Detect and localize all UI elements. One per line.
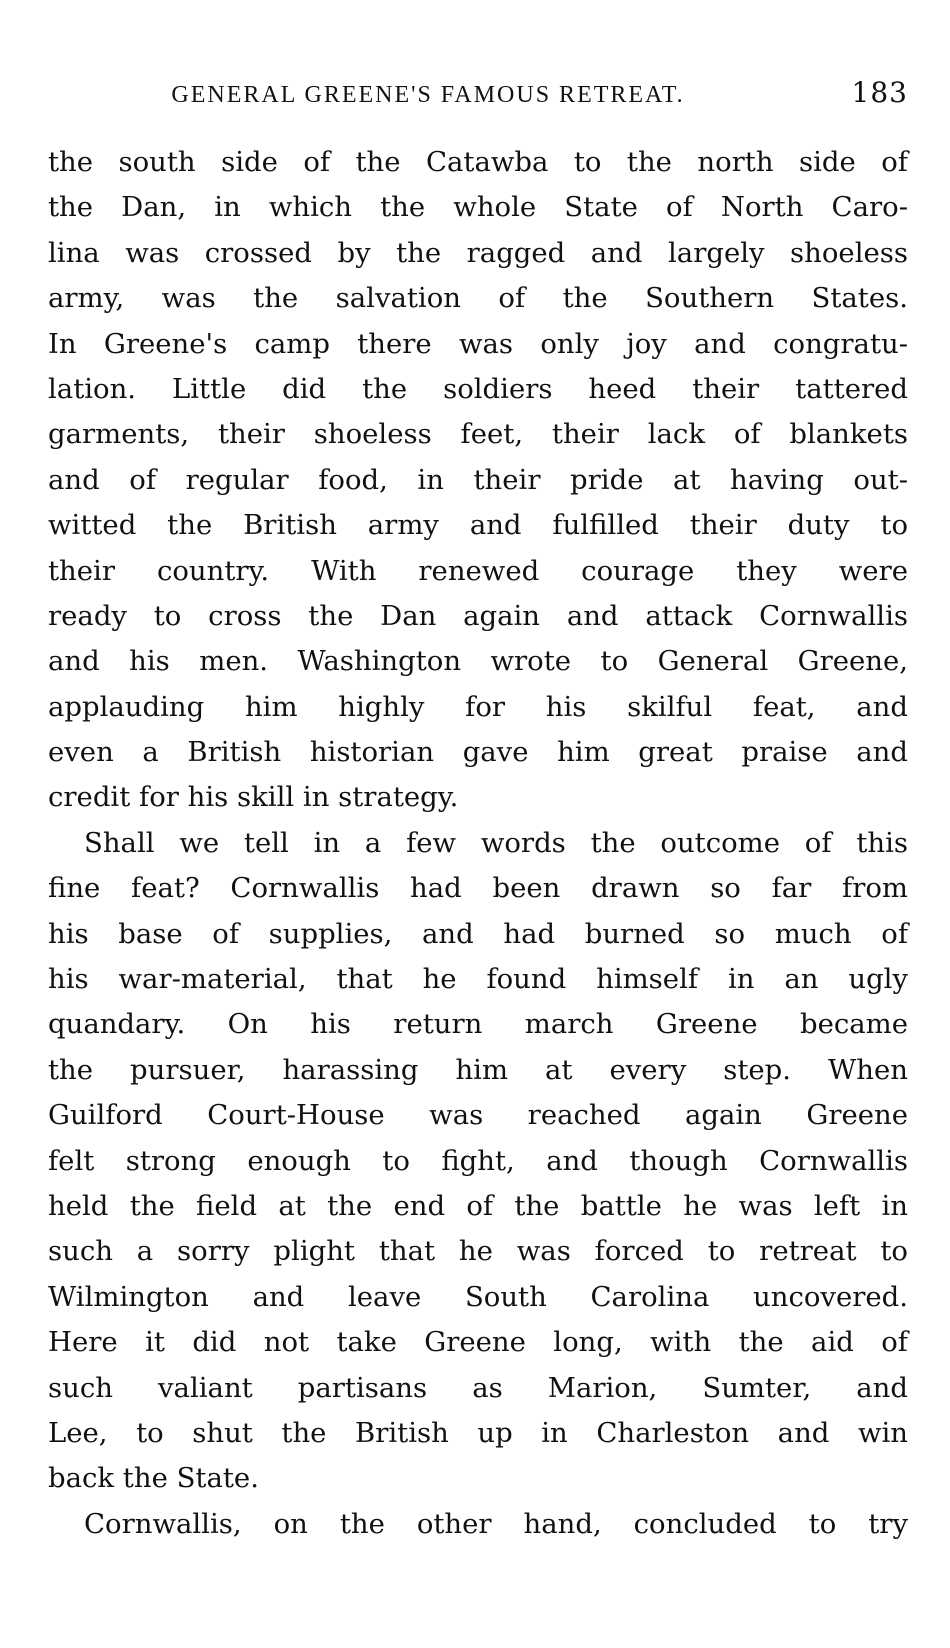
text-line: even a British historian gave him great praise and — [48, 736, 908, 769]
text-line: Cornwallis, on the other hand, concluded to try — [84, 1507, 908, 1540]
text-line: felt strong enough to fight, and though Cornwallis — [48, 1144, 908, 1177]
text-line: held the field at the end of the battle he was left in — [48, 1189, 908, 1222]
text-line: the Dan, in which the whole State of North Caro- — [48, 191, 908, 224]
text-line: the south side of the Catawba to the north side of — [48, 146, 908, 178]
text-line: such valiant partisans as Marion, Sumter, and — [48, 1371, 908, 1404]
text-line: credit for his skill in strategy. — [48, 781, 459, 814]
text-line: fine feat? Cornwallis had been drawn so far from — [48, 872, 908, 905]
text-line: his war-material, that he found himself in an ugly — [48, 963, 908, 996]
text-line: the pursuer, harassing him at every step. When — [48, 1053, 908, 1086]
running-head — [48, 76, 908, 116]
text-line: lina was crossed by the ragged and largely shoeless — [48, 236, 908, 269]
paragraph-1 — [48, 140, 908, 821]
paragraph-2 — [48, 821, 908, 1502]
paragraph-3 — [48, 1502, 908, 1547]
text-line: and his men. Washington wrote to General Greene, — [48, 645, 908, 678]
text-line: army, was the salvation of the Southern States. — [48, 282, 908, 315]
text-line: their country. With renewed courage they were — [48, 554, 908, 587]
text-line: Lee, to shut the British up in Charleston and win — [48, 1416, 908, 1449]
text-line: Shall we tell in a few words the outcome of this — [84, 826, 908, 859]
text-line: such a sorry plight that he was forced to retreat to — [48, 1235, 908, 1268]
text-line: quandary. On his return march Greene became — [48, 1008, 908, 1041]
text-line: Here it did not take Greene long, with the aid of — [48, 1326, 908, 1359]
body-text — [48, 140, 908, 1547]
text-line: his base of supplies, and had burned so much of — [48, 917, 908, 950]
running-title: GENERAL GREENE'S FAMOUS RETREAT. — [171, 82, 685, 108]
text-line: and of regular food, in their pride at having out- — [48, 463, 908, 496]
text-line: lation. Little did the soldiers heed their tattered — [48, 372, 908, 405]
text-line: In Greene's camp there was only joy and congratu- — [48, 327, 908, 360]
page-number: 183 — [851, 76, 908, 109]
text-line: back the State. — [48, 1462, 259, 1495]
text-line: applauding him highly for his skilful feat, and — [48, 690, 908, 723]
text-line: Wilmington and leave South Carolina uncovered. — [48, 1280, 908, 1313]
text-line: witted the British army and fulfilled their duty to — [48, 509, 908, 542]
text-line: ready to cross the Dan again and attack Cornwallis — [48, 599, 908, 632]
text-line: garments, their shoeless feet, their lack of blankets — [48, 418, 908, 451]
text-line: Guilford Court-House was reached again Greene — [48, 1099, 908, 1132]
